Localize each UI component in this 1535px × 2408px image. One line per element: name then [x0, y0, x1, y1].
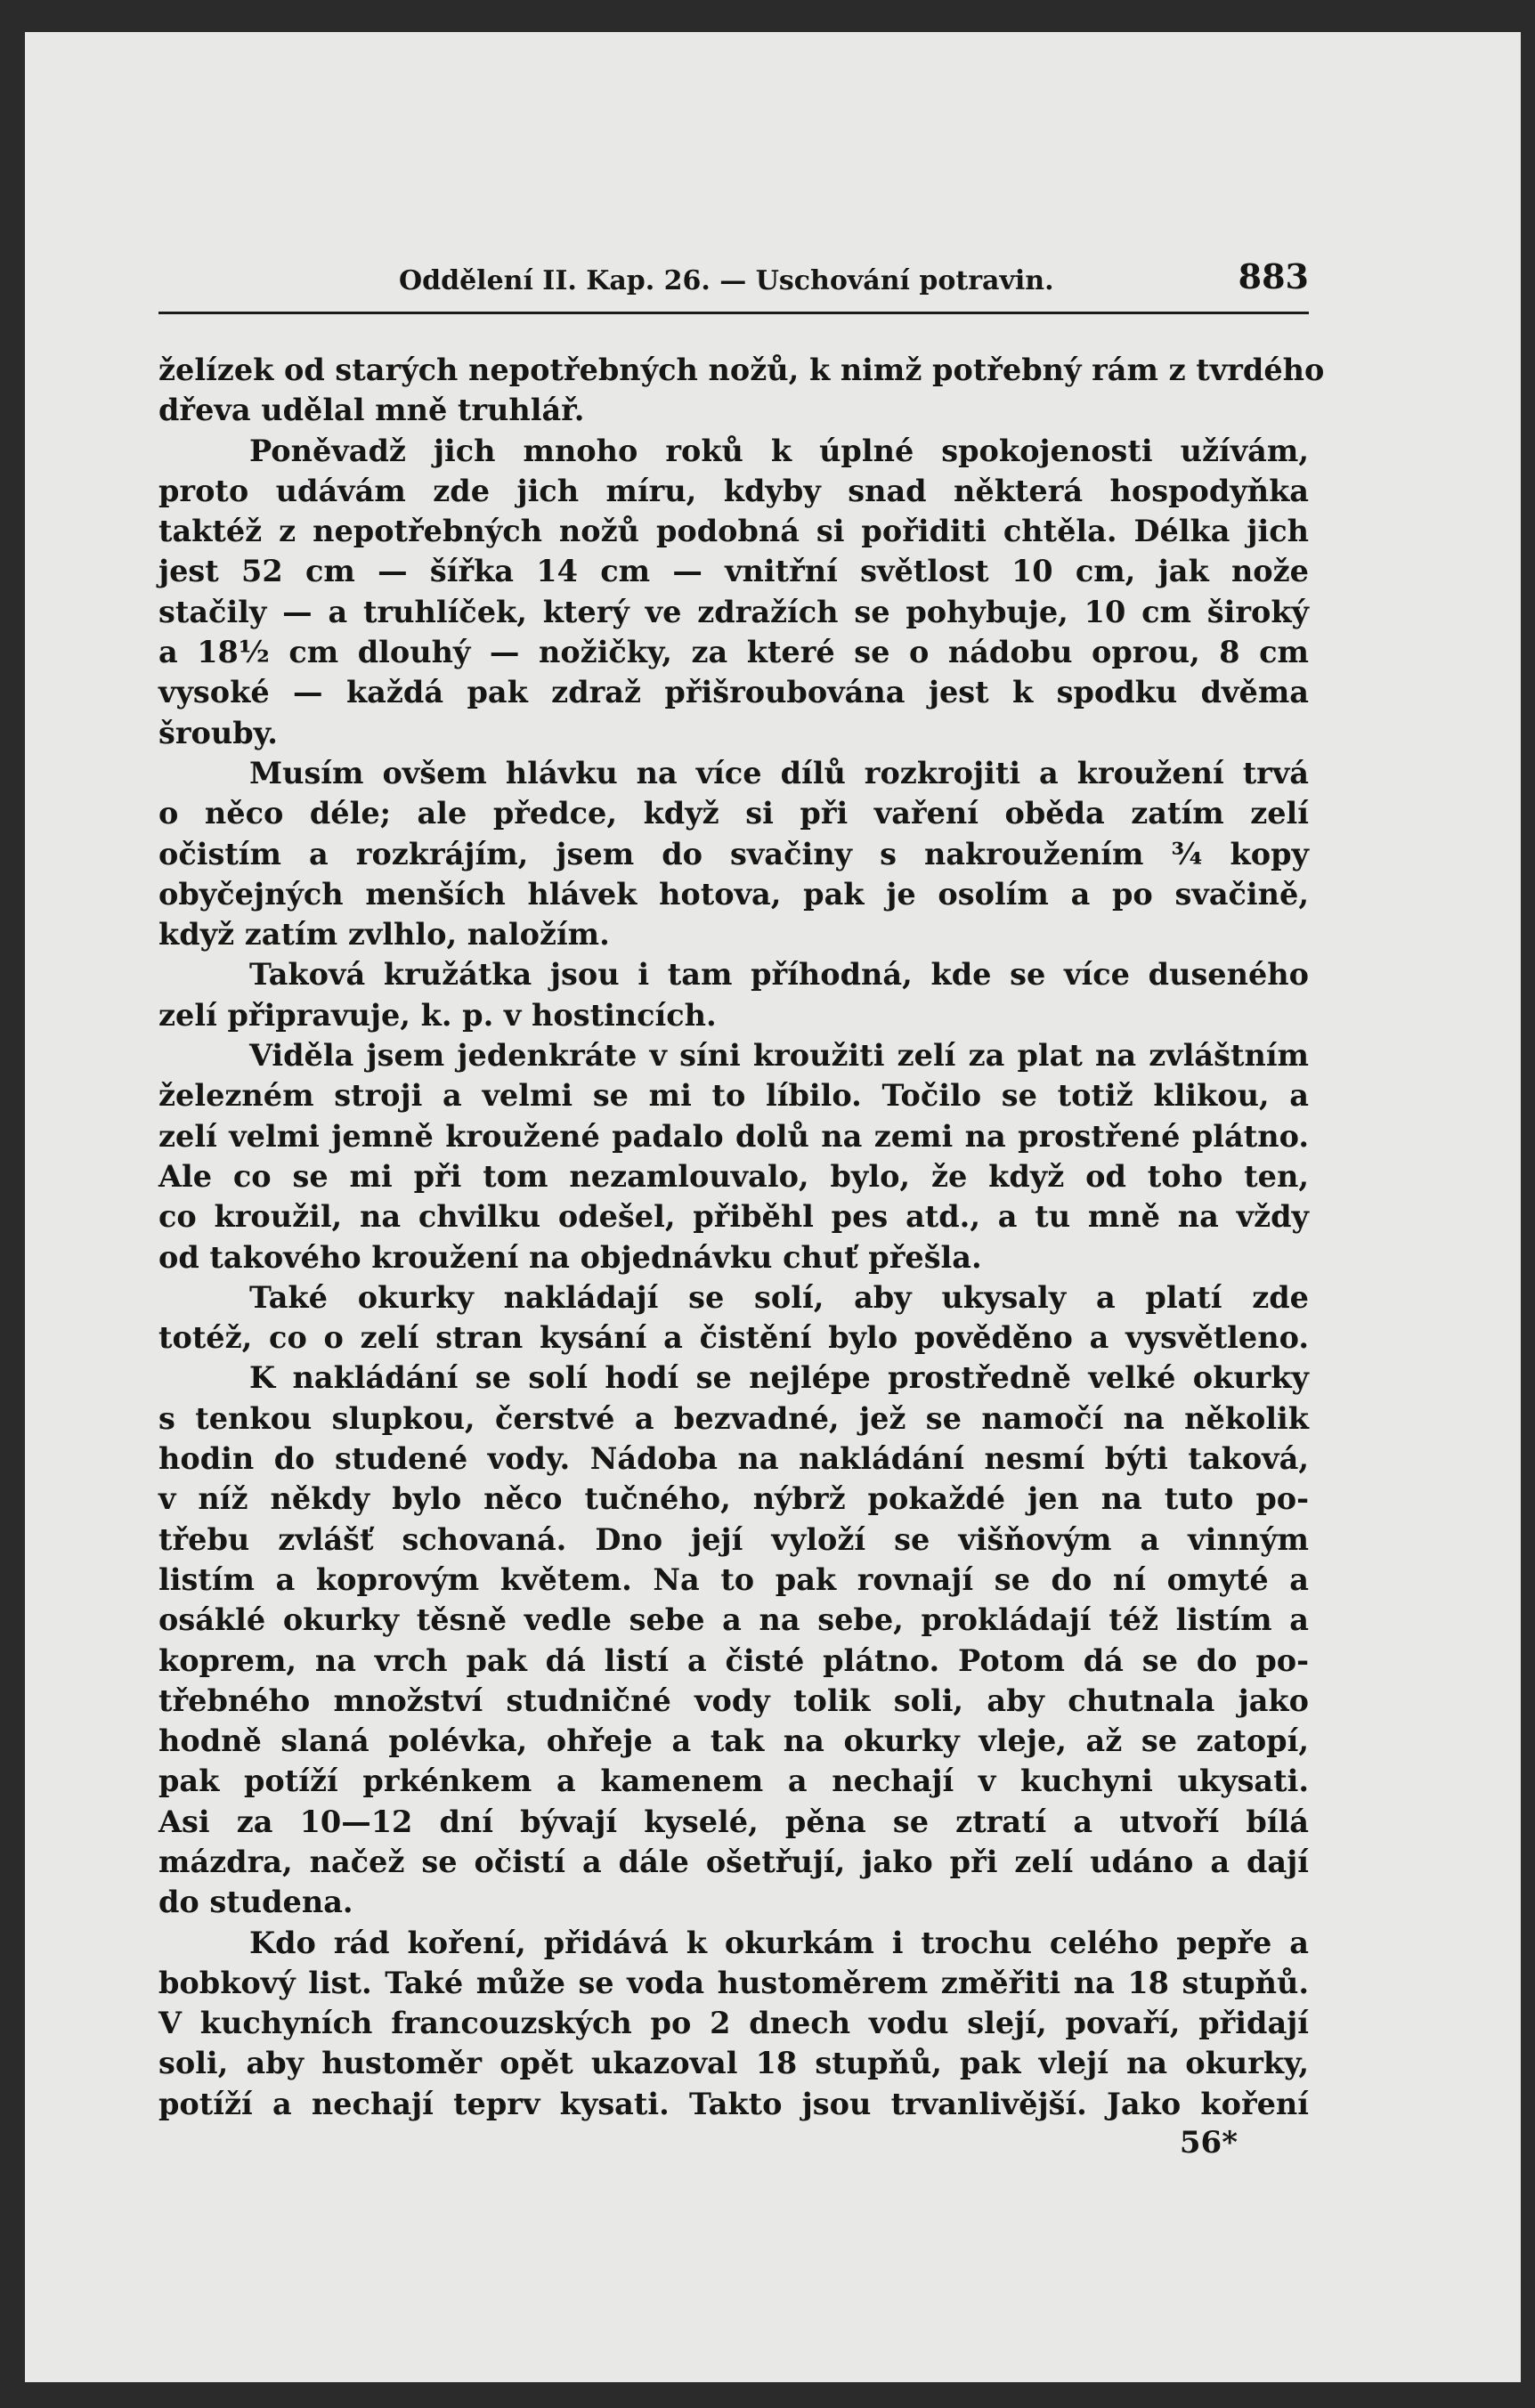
text-line: želízek od starých nepotřebných nožů, k nimž potřebný rám z tvrdého [158, 353, 1325, 387]
text-line: Viděla jsem jedenkráte v síni kroužiti zelí za plat na zvláštním [249, 1038, 1309, 1074]
body-text [158, 350, 1325, 2124]
book-page [158, 255, 1325, 2161]
text-line: vysoké — každá pak zdraž přišroubována jest k spodku dvěma [158, 675, 1309, 710]
text-line: hodin do studené vody. Nádoba na nakládání nesmí býti taková, [158, 1441, 1309, 1477]
text-line: třebu zvlášť schovaná. Dno její vyloží se višňovým a vinným [158, 1521, 1309, 1557]
text-line: bobkový list. Také může se voda hustoměrem změřiti na 18 stupňů. [158, 1965, 1309, 2000]
text-line: K nakládání se solí hodí se nejlépe prostředně velké okurky [249, 1360, 1309, 1396]
text-line: do studena. [158, 1885, 353, 1920]
scanned-page [25, 32, 1521, 2382]
text-line: očistím a rozkrájím, jsem do svačiny s nakroužením ¾ kopy [158, 836, 1309, 872]
text-line: dřeva udělal mně truhlář. [158, 393, 585, 428]
text-line: o něco déle; ale předce, když si při vaření oběda zatím zelí [158, 796, 1309, 831]
text-line: když zatím zvlhlo, naložím. [158, 917, 610, 953]
text-line: Musím ovšem hlávku na více dílů rozkrojiti a kroužení trvá [249, 755, 1309, 791]
text-line: hodně slaná polévka, ohřeje a tak na okurky vleje, až se zatopí, [158, 1723, 1309, 1759]
text-line: koprem, na vrch pak dá listí a čisté plátno. Potom dá se do po- [158, 1642, 1309, 1678]
signature-mark: 56* [1179, 2125, 1238, 2161]
text-line: obyčejných menších hlávek hotova, pak je osolím a po svačině, [158, 876, 1309, 912]
page-header [158, 255, 1309, 314]
text-line: železném stroji a velmi se mi to líbilo. Točilo se totiž klikou, a [158, 1078, 1309, 1114]
text-line: Asi za 10—12 dní bývají kyselé, pěna se ztratí a utvoří bílá [158, 1804, 1309, 1839]
text-line: jest 52 cm — šířka 14 cm — vnitřní světlost 10 cm, jak nože [158, 554, 1309, 589]
text-line: v níž někdy bylo něco tučného, nýbrž pokaždé jen na tuto po- [158, 1481, 1309, 1517]
page-number: 883 [1238, 256, 1309, 296]
text-line: pak potíží prkénkem a kamenem a nechají v kuchyni ukysati. [158, 1763, 1309, 1799]
text-line: zelí velmi jemně kroužené padalo dolů na zemi na prostřené plátno. [158, 1118, 1309, 1154]
running-head: Oddělení II. Kap. 26. — Uschování potravin. [399, 265, 1054, 296]
text-line: co kroužil, na chvilku odešel, přiběhl pes atd., a tu mně na vždy [158, 1199, 1309, 1235]
text-line: taktéž z nepotřebných nožů podobná si pořiditi chtěla. Délka jich [158, 514, 1309, 549]
text-line: šrouby. [158, 715, 278, 750]
text-line: Poněvadž jich mnoho roků k úplné spokojenosti užívám, [249, 433, 1309, 468]
text-line: Kdo rád koření, přidává k okurkám i trochu celého pepře a [249, 1925, 1309, 1960]
text-line: totéž, co o zelí stran kysání a čistění bylo pověděno a vysvětleno. [158, 1320, 1309, 1356]
text-line: stačily — a truhlíček, který ve zdražích se pohybuje, 10 cm široký [158, 594, 1309, 629]
text-line: třebného množství studničné vody tolik soli, aby chutnala jako [158, 1682, 1309, 1718]
text-line: listím a koprovým květem. Na to pak rovnají se do ní omyté a [158, 1561, 1309, 1597]
text-line: soli, aby hustoměr opět ukazoval 18 stupňů, pak vlejí na okurky, [158, 2046, 1309, 2081]
text-line: proto udávám zde jich míru, kdyby snad některá hospodyňka [158, 473, 1309, 508]
text-line: Ale co se mi při tom nezamlouvalo, bylo, že když od toho ten, [158, 1158, 1309, 1194]
text-line: osáklé okurky těsně vedle sebe a na sebe, prokládají též listím a [158, 1602, 1309, 1638]
text-line: V kuchyních francouzských po 2 dnech vodu slejí, povaří, přidají [158, 2006, 1309, 2041]
text-line: Taková kružátka jsou i tam příhodná, kde se více duseného [249, 957, 1309, 993]
text-line: s tenkou slupkou, čerstvé a bezvadné, jež se namočí na několik [158, 1400, 1309, 1436]
text-line: od takového kroužení na objednávku chuť přešla. [158, 1239, 982, 1275]
text-line: Také okurky nakládají se solí, aby ukysaly a platí zde [249, 1279, 1309, 1315]
text-line: a 18½ cm dlouhý — nožičky, za které se o nádobu oprou, 8 cm [158, 635, 1309, 670]
text-line: potíží a nechají teprv kysati. Takto jsou trvanlivější. Jako koření [158, 2086, 1309, 2121]
text-line: zelí připravuje, k. p. v hostincích. [158, 997, 717, 1033]
text-line: mázdra, načež se očistí a dále ošetřují, jako při zelí udáno a dají [158, 1844, 1309, 1879]
